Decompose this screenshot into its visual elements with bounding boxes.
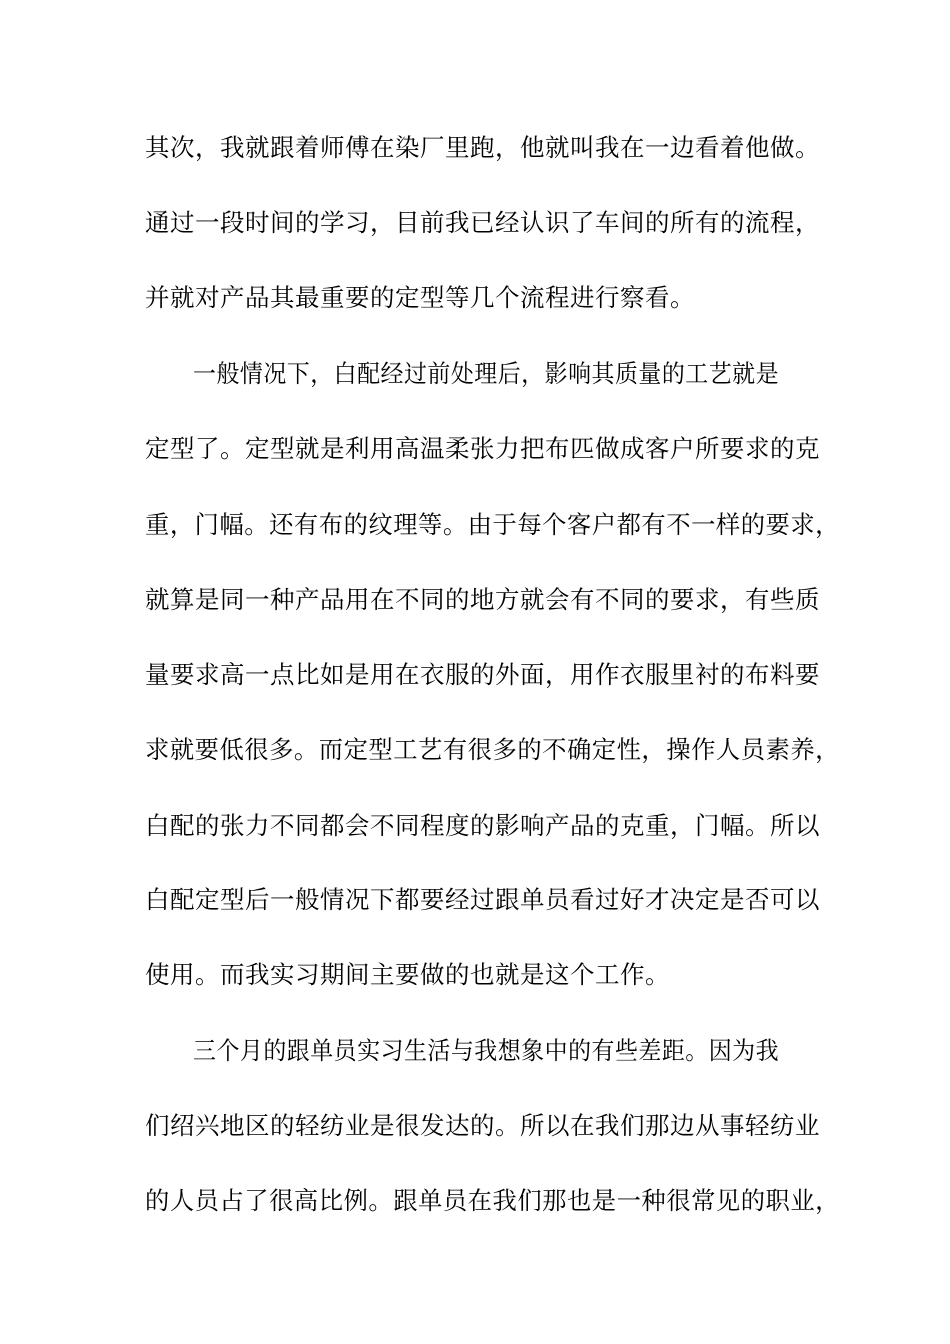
text-line-3: 并就对产品其最重要的定型等几个流程进行察看。 [145, 283, 695, 312]
text-line-5: 定型了。定型就是利用高温柔张力把布匹做成客户所要求的克 [145, 434, 820, 463]
text-line-9: 求就要低很多。而定型工艺有很多的不确定性，操作人员素养， [145, 735, 840, 764]
text-line-1: 其次，我就跟着师傅在染厂里跑，他就叫我在一边看着他做。 [145, 133, 820, 162]
text-line-7: 就算是同一种产品用在不同的地方就会有不同的要求，有些质 [145, 585, 820, 614]
text-line-14: 们绍兴地区的轻纺业是很发达的。所以在我们那边从事轻纺业 [145, 1111, 820, 1140]
text-line-6: 重，门幅。还有布的纹理等。由于每个客户都有不一样的要求， [145, 510, 840, 539]
text-line-15: 的人员占了很高比例。跟单员在我们那也是一种很常见的职业， [145, 1186, 840, 1215]
text-line-10: 白配的张力不同都会不同程度的影响产品的克重，门幅。所以 [145, 811, 820, 840]
text-line-13-paragraph-start: 三个月的跟单员实习生活与我想象中的有些差距。因为我 [193, 1036, 780, 1065]
text-line-12: 使用。而我实习期间主要做的也就是这个工作。 [145, 960, 670, 989]
text-line-2: 通过一段时间的学习，目前我已经认识了车间的所有的流程， [145, 208, 820, 237]
text-line-11: 白配定型后一般情况下都要经过跟单员看过好才决定是否可以 [145, 885, 820, 914]
text-line-8: 量要求高一点比如是用在衣服的外面，用作衣服里衬的布料要 [145, 660, 820, 689]
text-line-4-paragraph-start: 一般情况下，白配经过前处理后，影响其质量的工艺就是 [193, 359, 780, 388]
